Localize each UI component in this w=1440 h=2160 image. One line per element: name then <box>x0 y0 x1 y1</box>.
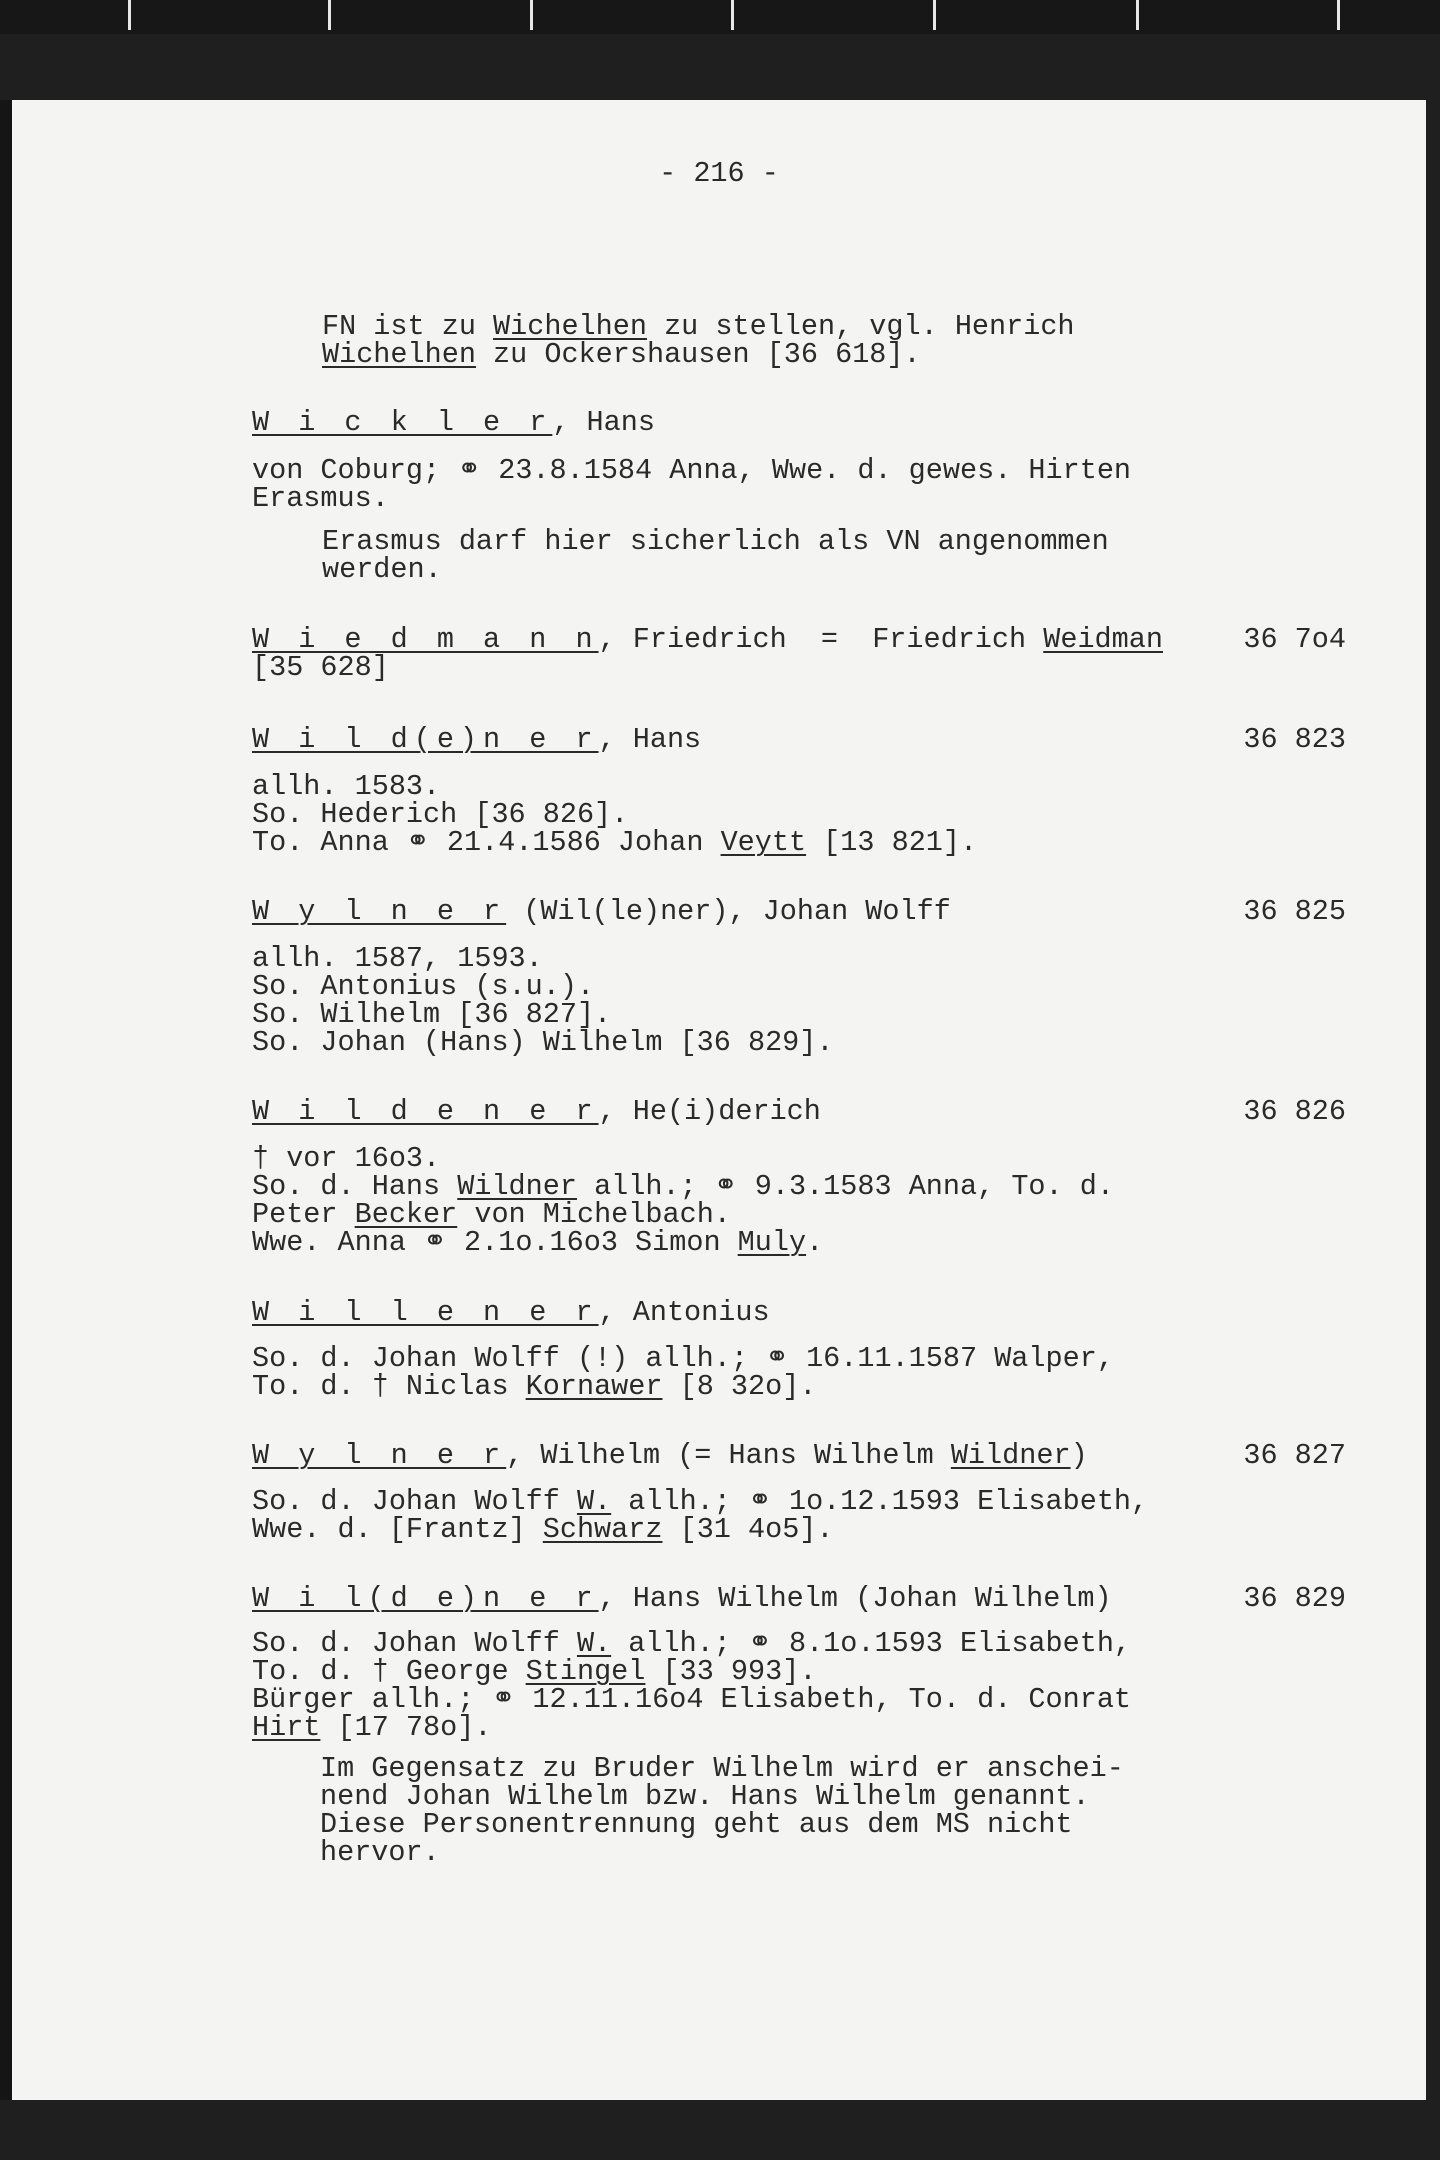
entry-number: 36 825 <box>1243 895 1346 928</box>
entry-heading: W i l d e n e r, He(i)derich <box>252 1095 821 1128</box>
page-number: - 216 - <box>659 157 779 190</box>
entry-line: allh. 1583. <box>252 770 441 803</box>
entry-line: [35 628] <box>252 651 389 684</box>
entry-line: To. Anna ⚭ 21.4.1586 Johan Veytt [13 821]. <box>252 826 978 859</box>
entry-line: So. d. Johan Wolff W. allh.; ⚭ 1o.12.1593 Elisabeth, <box>252 1485 1149 1518</box>
entry-line: So. Antonius (s.u.). <box>252 970 595 1003</box>
strip-mark <box>328 0 331 30</box>
intro-note-line: Wichelhen zu Ockershausen [36 618]. <box>322 338 921 371</box>
entry-line: So. Wilhelm [36 827]. <box>252 998 612 1031</box>
entry-line: Peter Becker von Michelbach. <box>252 1198 731 1231</box>
entry-heading: W i l d(e)n e r, Hans <box>252 723 702 756</box>
entry-note-line: werden. <box>322 553 442 586</box>
entry-line: So. d. Johan Wolff W. allh.; ⚭ 8.1o.1593 Elisabeth, <box>252 1627 1132 1660</box>
entry-line: Hirt [17 78o]. <box>252 1711 492 1744</box>
entry-note-line: Diese Personentrennung geht aus dem MS nicht <box>320 1808 1073 1841</box>
entry-note-line: hervor. <box>320 1836 440 1869</box>
entry-note-line: Erasmus darf hier sicherlich als VN angenommen <box>322 525 1109 558</box>
entry-heading: W i l(d e)n e r, Hans Wilhelm (Johan Wilhelm) <box>252 1582 1112 1615</box>
entry-note-line: nend Johan Wilhelm bzw. Hans Wilhelm genannt. <box>320 1780 1090 1813</box>
entry-line: allh. 1587, 1593. <box>252 942 543 975</box>
entry-line: † vor 16o3. <box>252 1142 441 1175</box>
entry-number: 36 823 <box>1243 723 1346 756</box>
entry-note-line: Im Gegensatz zu Bruder Wilhelm wird er anschei- <box>320 1752 1124 1785</box>
strip-mark <box>933 0 936 30</box>
entry-line: So. d. Johan Wolff (!) allh.; ⚭ 16.11.1587 Walper, <box>252 1342 1114 1375</box>
entry-line: Wwe. d. [Frantz] Schwarz [31 4o5]. <box>252 1513 834 1546</box>
entry-line: So. Johan (Hans) Wilhelm [36 829]. <box>252 1026 834 1059</box>
intro-note-line: FN ist zu Wichelhen zu stellen, vgl. Henrich <box>322 310 1075 343</box>
strip-mark <box>1337 0 1340 30</box>
entry-heading: W y l n e r (Wil(le)ner), Johan Wolff <box>252 895 951 928</box>
entry-line: To. d. † Niclas Kornawer [8 32o]. <box>252 1370 817 1403</box>
entry-heading: W i l l e n e r, Antonius <box>252 1296 770 1329</box>
entry-number: 36 827 <box>1243 1439 1346 1472</box>
strip-mark <box>530 0 533 30</box>
entry-line: So. d. Hans Wildner allh.; ⚭ 9.3.1583 Anna, To. d. <box>252 1170 1114 1203</box>
entry-number: 36 829 <box>1243 1582 1346 1615</box>
entry-number: 36 7o4 <box>1243 623 1346 656</box>
entry-line: Wwe. Anna ⚭ 2.1o.16o3 Simon Muly. <box>252 1226 824 1259</box>
entry-line: Bürger allh.; ⚭ 12.11.16o4 Elisabeth, To. d. Conrat <box>252 1683 1132 1716</box>
film-strip <box>0 0 1440 34</box>
entry-heading: W i c k l e r, Hans <box>252 406 655 439</box>
entry-line: von Coburg; ⚭ 23.8.1584 Anna, Wwe. d. gewes. Hirten <box>252 454 1132 487</box>
entry-line: To. d. † George Stingel [33 993]. <box>252 1655 817 1688</box>
entry-heading: W y l n e r, Wilhelm (= Hans Wilhelm Wildner) <box>252 1439 1088 1472</box>
entry-line: So. Hederich [36 826]. <box>252 798 629 831</box>
entry-heading: W i e d m a n n, Friedrich = Friedrich Weidman <box>252 623 1163 656</box>
strip-mark <box>1136 0 1139 30</box>
strip-mark <box>128 0 131 30</box>
entry-number: 36 826 <box>1243 1095 1346 1128</box>
strip-mark <box>731 0 734 30</box>
scan-edge <box>0 100 12 2100</box>
document-page <box>12 100 1426 2100</box>
entry-line: Erasmus. <box>252 482 389 515</box>
